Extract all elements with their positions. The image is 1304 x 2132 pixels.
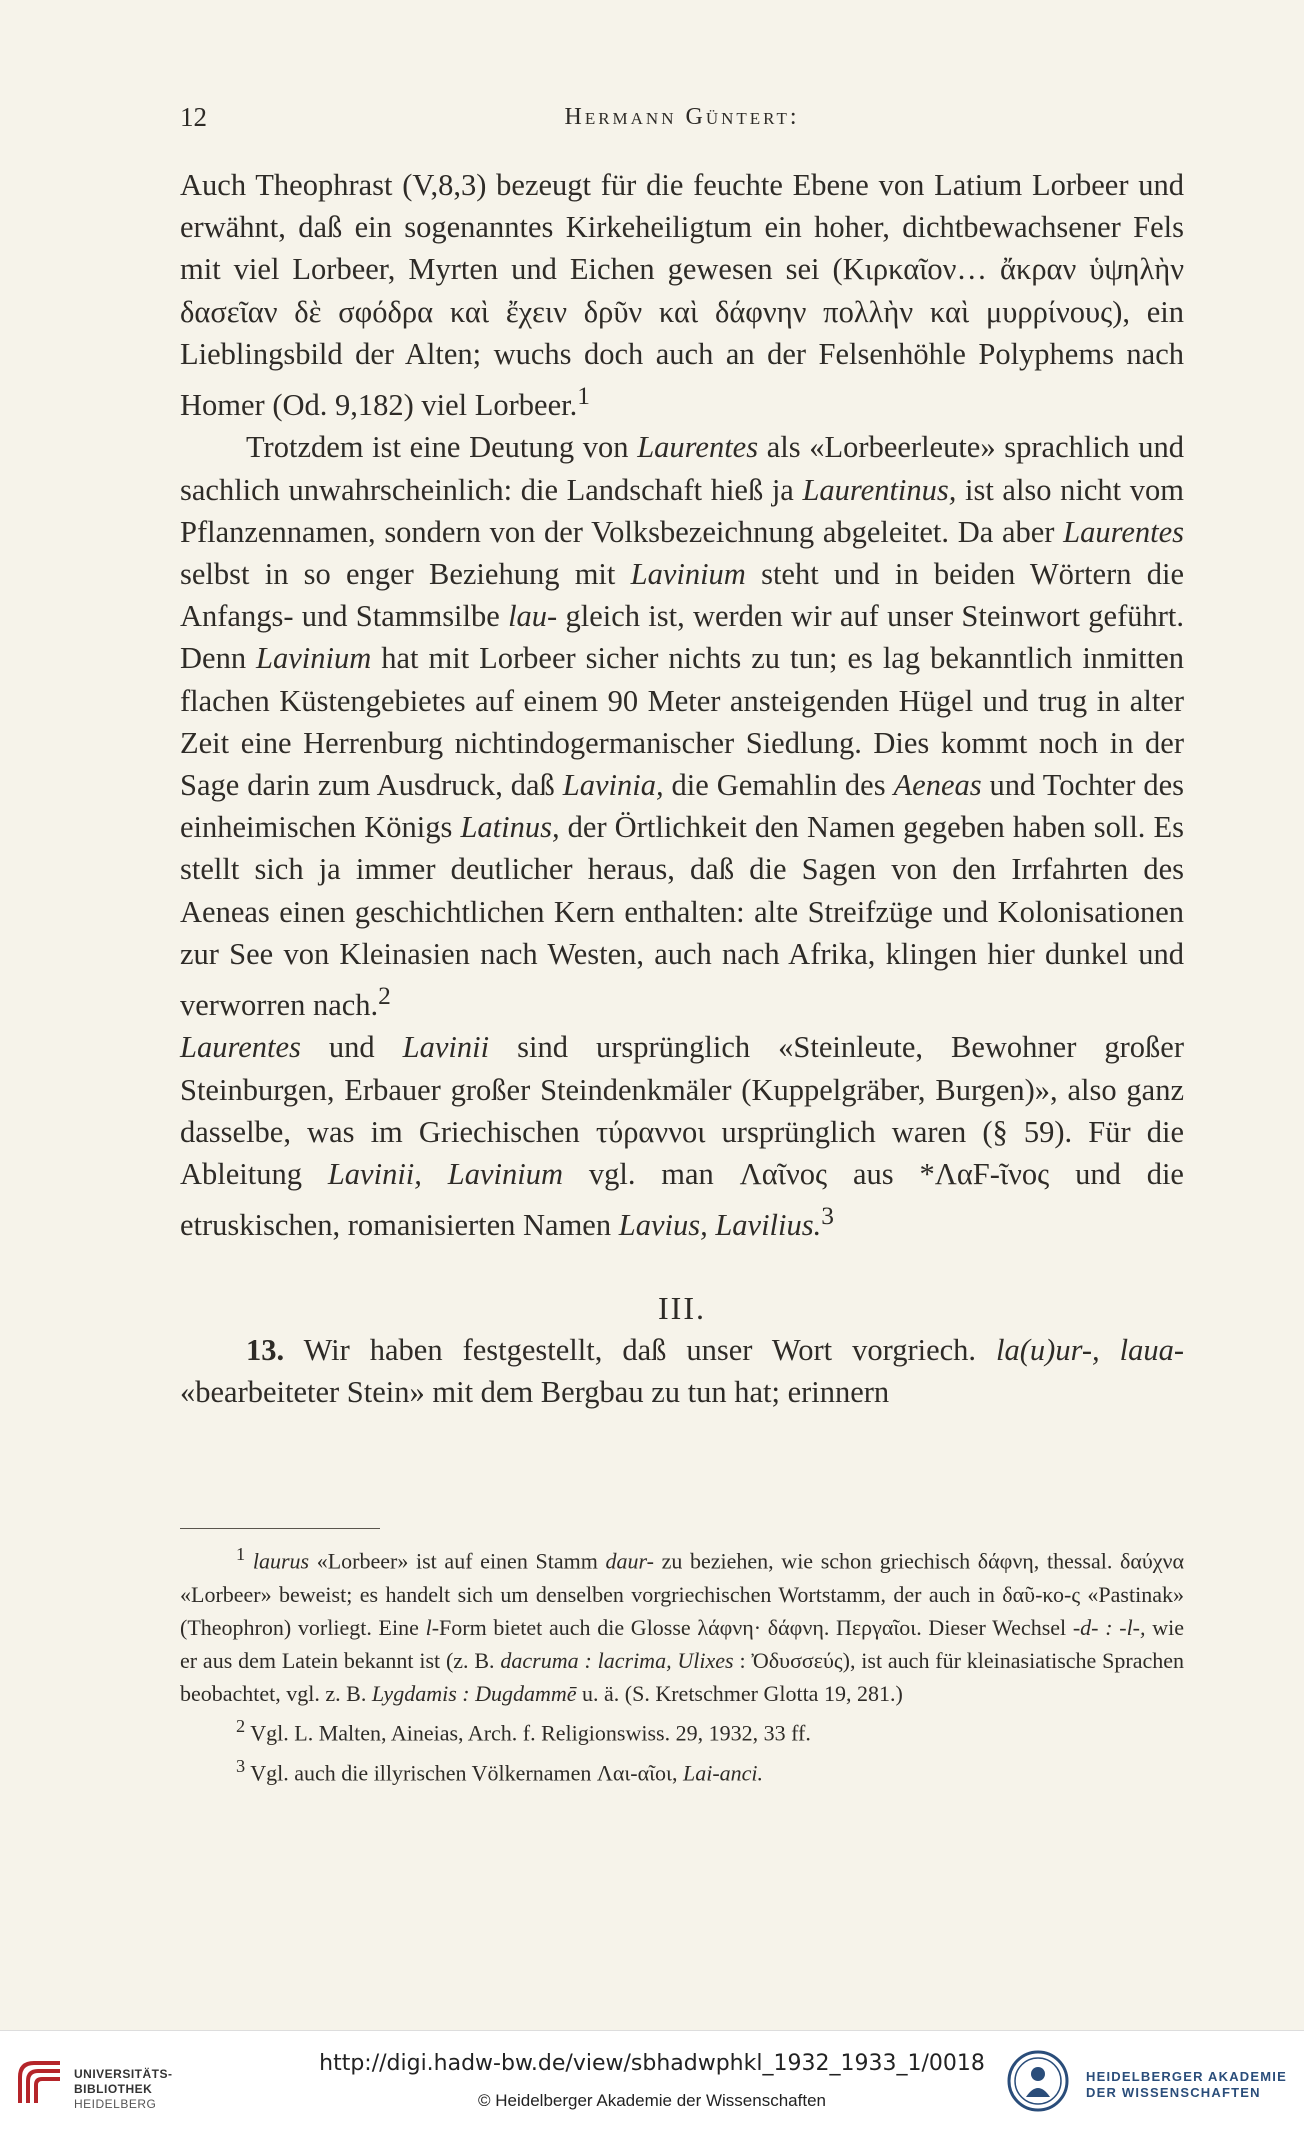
paragraph-13: 13. Wir haben festgestellt, daß unser Wort vorgriech. la(u)ur-, laua- «bearbeiteter Stein» mit dem Bergbau zu tun hat; erinnern bbox=[180, 1332, 1184, 1409]
paragraph-lavinii: Laurentes und Lavinii sind ursprünglich «Steinleute, Bewohner großer Steinburgen, Erbauer großer Steindenkmäler (Kuppelgräber, Burgen)», also ganz dasselbe, was im Griechischen τύραννοι ursprünglich waren (§ 59). Für die Ableitung Lavinii, Lavinium vgl. man Λαῖνος aus *ΛαϜ-ῖνος und die etruskischen, romanisierten Namen Lavius, Lavilius.$^3$ bbox=[180, 1030, 1185, 1243]
academy-seal-icon[interactable] bbox=[1006, 2049, 1070, 2113]
running-head: Hermann Güntert: bbox=[564, 104, 800, 130]
library-name[interactable]: UNIVERSITÄTS- BIBLIOTHEK HEIDELBERG bbox=[74, 2067, 173, 2111]
section-heading: III. bbox=[658, 1289, 706, 1326]
page-header bbox=[180, 102, 1184, 138]
footnote-1: $^1$ laurus «Lorbeer» ist auf einen Stamm daur- zu beziehen, wie schon griechisch δάφνη, thessal. δαύχνα «Lorbeer» beweist; es handelt sich um denselben vorgriechischen Wortstamm, der auch in δαῦ-κο-ς «Pastinak» (Theophron) vorliegt. Eine l-Form bietet auch die Glosse λάφνη· δάφνη. Περγαῖοι. Dieser Wechsel -d- : -l-, wie er aus dem Latein bekannt ist (z. B. dacruma : lacrima, Ulixes : Ὀδυσσεύς), ist auch für kleinasiatische Sprachen beobachtet, vgl. z. B. Lygdamis : Dugdammē u. ä. (S. Kretschmer Glotta 19, 281.) bbox=[180, 1544, 1185, 1707]
viewer-footer bbox=[0, 2030, 1304, 2132]
permalink-url[interactable]: http://digi.hadw-bw.de/view/sbhadwphkl_1932_1933_1/0018 bbox=[319, 2051, 985, 2076]
paragraph-theophrast: Auch Theophrast (V,8,3) bezeugt für die feuchte Ebene von Latium Lorbeer und erwähnt, daß ein sogenanntes Kirkeheiligtum ein hoher, dichtbewachsener Fels mit viel Lorbeer, Myrten und Eichen gewesen sei (Κιρκαῖον… ἄκραν ὑψηλὴν δασεῖαν δὲ σφόδρα καὶ ἔχειν δρῦν καὶ δάφνην πολλὴν καὶ μυρρίνους), ein Lieblingsbild der Alten; wuchs doch auch an der Felsenhöhle Polyphems nach Homer (Od. 9,182) viel Lorbeer.$^1$ bbox=[180, 168, 1184, 423]
footnote-ref-2[interactable]: 2 bbox=[378, 982, 391, 1011]
footnote-3: $^3$ Vgl. auch die illyrischen Völkernamen Λαι-αῖοι, Lai-anci. bbox=[236, 1755, 764, 1786]
footnote-divider bbox=[180, 1528, 380, 1529]
paragraph-laurentes: Trotzdem ist eine Deutung von Laurentes als «Lorbeerleute» sprachlich und sachlich unwahrscheinlich: die Landschaft hieß ja Laurentinus, ist also nicht vom Pflanzennamen, sondern von der Volksbezeichnung abgeleitet. Da aber Laurentes selbst in so enger Beziehung mit Lavinium steht und in beiden Wörtern die Anfangs- und Stammsilbe lau- gleich ist, werden wir auf unser Steinwort geführt. Denn Lavinium hat mit Lorbeer sicher nichts zu tun; es lag bekanntlich inmitten flachen Küstengebietes auf einem 90 Meter ansteigenden Hügel und trug in alter Zeit eine Herrenburg nichtindogermanischer Siedlung. Dies kommt noch in der Sage darin zum Ausdruck, daß Lavinia, die Gemahlin des Aeneas und Tochter des einheimischen Königs Latinus, der Örtlichkeit den Namen gegeben haben soll. Es stellt sich ja immer deutlicher heraus, daß die Sagen von den Irrfahrten des Aeneas einen geschichtlichen Kern enthalten: alte Streifzüge und Kolonisationen zur See von Kleinasien nach Westen, auch nach Afrika, klingen hier dunkel und verworren nach.$^2$ bbox=[180, 430, 1185, 1023]
body-text bbox=[180, 164, 1184, 1413]
footnote-ref-1[interactable]: 1 bbox=[577, 382, 590, 411]
footnotes bbox=[180, 1538, 1184, 1789]
page-number: 12 bbox=[180, 102, 207, 132]
paragraph-number: 13. bbox=[246, 1332, 285, 1367]
footnote-ref-3[interactable]: 3 bbox=[821, 1202, 834, 1231]
footnote-2: $^2$ Vgl. L. Malten, Aineias, Arch. f. Religionswiss. 29, 1932, 33 ff. bbox=[236, 1716, 811, 1746]
academy-name[interactable]: HEIDELBERGER AKADEMIE DER WISSENSCHAFTEN bbox=[1086, 2069, 1287, 2100]
copyright-notice: © Heidelberger Akademie der Wissenschaften bbox=[478, 2091, 826, 2110]
